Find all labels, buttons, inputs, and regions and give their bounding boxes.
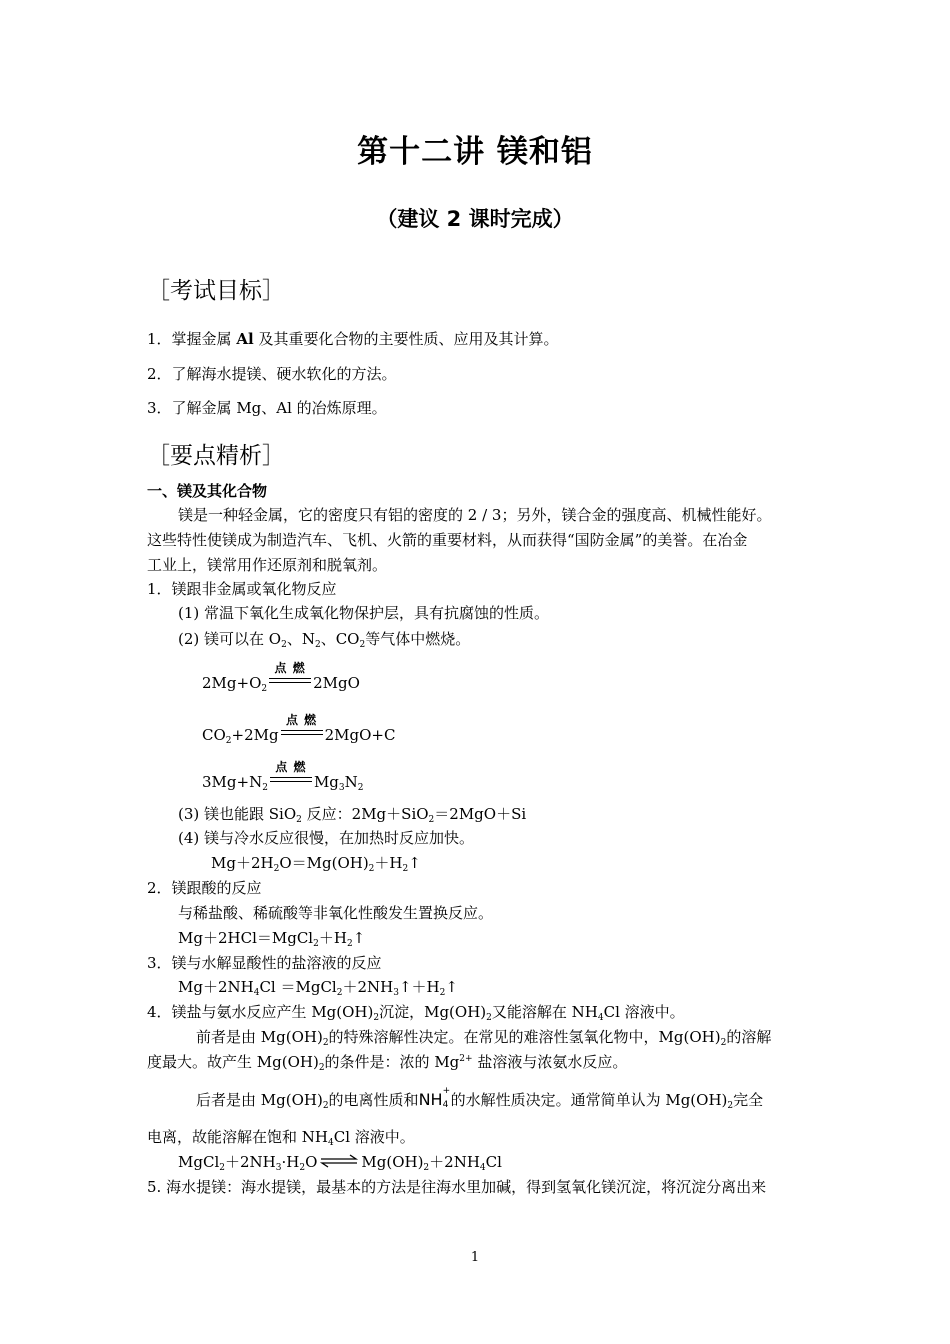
paragraph-line [196, 1027, 771, 1047]
page-subtitle: （建议 2 课时完成） [376, 207, 574, 231]
subscript: 2 [281, 640, 287, 650]
text-run: 的水解性质决定。通常简单认为 Mg(OH) [450, 1091, 728, 1109]
subscript: 2 [219, 1163, 225, 1173]
text-run: ＋H [374, 854, 403, 872]
subscript: 2 [439, 988, 446, 998]
text-run: Mg [313, 773, 339, 791]
goal-number: 3． [147, 399, 172, 417]
text-run: CO [202, 726, 226, 744]
goal-text: 及其重要化合物的主要性质、应用及其计算。 [253, 330, 559, 348]
subscript: 3 [393, 988, 399, 998]
list-item: 1．镁跟非金属或氧化物反应 [147, 580, 337, 598]
text-run: 的特殊溶解性决定。在常见的难溶性氢氧化物中，Mg(OH) [328, 1028, 721, 1046]
subscript: 2 [720, 1038, 727, 1048]
text-run: Cl [485, 1153, 502, 1171]
ignition-label: 点 燃 [274, 661, 306, 675]
list-subitem [178, 629, 470, 649]
text-run: 4．镁盐与氨水反应产生 Mg(OH) [147, 1003, 374, 1021]
ignition-condition-sign [268, 661, 312, 688]
text-run: Mg(OH) [361, 1153, 424, 1171]
subscript: 4 [479, 1163, 486, 1173]
text-run: NH [418, 1090, 443, 1109]
text-run: 的电离性质和 [328, 1091, 419, 1109]
text-run: 的溶解 [726, 1028, 772, 1046]
subscript: 2 [368, 864, 375, 874]
text-run: 沉淀，Mg(OH) [379, 1003, 487, 1021]
text-run: Cl 溶液中。 [333, 1128, 415, 1146]
subscript: 3 [338, 783, 345, 793]
text-run: 等气体中燃烧。 [365, 630, 471, 648]
list-subitem: (1) 常温下氧化生成氧化物保护层，具有抗腐蚀的性质。 [178, 604, 550, 622]
text-run: 前者是由 Mg(OH) [196, 1028, 323, 1046]
subscript: 2 [314, 640, 321, 650]
text-run: O [305, 1153, 318, 1171]
part-heading: 一、镁及其化合物 [147, 482, 268, 500]
subscript: 2 [261, 684, 268, 694]
list-item [147, 1002, 685, 1022]
page-title: 第十二讲 镁和铝 [357, 134, 593, 170]
subscript: 4 [253, 988, 260, 998]
subscript: 2 [373, 1013, 380, 1023]
superscript: + [442, 1086, 451, 1096]
section-heading-analysis: ［要点精析］ [147, 443, 285, 469]
paragraph-line [196, 1086, 764, 1111]
list-item: 2．镁跟酸的反应 [147, 879, 262, 897]
text-run: 2MgO [313, 674, 360, 692]
text-run: +2Mg [231, 726, 279, 744]
subscript: 3 [275, 1163, 282, 1173]
equation-5 [178, 928, 365, 948]
paragraph-line: 这些特性使镁成为制造汽车、飞机、火箭的重要材料，从而获得“国防金属”的美誉。在冶金 [147, 531, 748, 549]
text-run: MgCl [178, 1153, 220, 1171]
subscript: 2 [322, 1038, 329, 1048]
text-run: ＋2NH [429, 1153, 480, 1171]
subscript: 2 [346, 939, 353, 949]
text-run: 2Mg+O [202, 674, 262, 692]
equation-2 [202, 713, 396, 746]
goal-text: 掌握金属 [171, 330, 237, 348]
text-run: 的条件是：浓的 Mg [324, 1053, 460, 1071]
text-run: ↑ [445, 978, 458, 996]
subscript: 2 [318, 1063, 325, 1073]
goal-item-3 [147, 398, 387, 418]
text-run: Mg＋2NH [178, 978, 254, 996]
paragraph-line: 与稀盐酸、稀硫酸等非氧化性酸发生置换反应。 [178, 904, 494, 922]
section-heading-goals: ［考试目标］ [147, 278, 285, 304]
text-run: ＋H [318, 929, 347, 947]
page-number: 1 [470, 1250, 480, 1265]
text-run: ＋2NH [342, 978, 394, 996]
text-run: 电离，故能溶解在饱和 NH [147, 1128, 328, 1146]
subscript: 2 [428, 815, 435, 825]
list-subitem [178, 804, 526, 824]
ignition-condition-sign [280, 713, 324, 740]
text-run: 盐溶液与浓氨水反应。 [472, 1053, 628, 1071]
subscript: 2 [299, 1163, 306, 1173]
text-run: 2MgO+C [324, 726, 396, 744]
superscript: 2+ [459, 1054, 473, 1064]
subscript: 2 [486, 1013, 492, 1023]
text-run: 度最大。故产生 Mg(OH) [147, 1053, 319, 1071]
subscript: 2 [296, 815, 302, 825]
subscript: 4 [597, 1013, 604, 1023]
subscript: 4 [442, 1100, 449, 1110]
equation-3 [202, 760, 364, 793]
ignition-label: 点 燃 [286, 713, 318, 727]
text-run: (2) 镁可以在 O [178, 630, 282, 648]
text-run: 3Mg+N [202, 773, 263, 791]
subscript: 2 [423, 1163, 430, 1173]
subscript: 2 [273, 864, 280, 874]
goal-number: 2． [147, 365, 172, 383]
text-run: 反应：2Mg＋SiO [301, 805, 429, 823]
subscript: 2 [313, 939, 319, 949]
text-run: ↑ [352, 929, 366, 947]
text-run: ↑＋H [398, 978, 440, 996]
subscript: 2 [359, 640, 366, 650]
text-run: 完全 [733, 1091, 764, 1109]
reversible-arrow-icon [319, 1154, 359, 1168]
ammonium-ion [418, 1086, 451, 1110]
subscript: 2 [336, 988, 343, 998]
text-run: ＋2NH [224, 1153, 276, 1171]
equation-4 [211, 853, 421, 873]
subscript: 2 [322, 1101, 329, 1111]
subscript: 2 [357, 783, 364, 793]
paragraph-line [147, 1127, 415, 1147]
text-run: 又能溶解在 NH [491, 1003, 598, 1021]
list-item: 3．镁与水解显酸性的盐溶液的反应 [147, 954, 382, 972]
goal-number: 1． [147, 330, 172, 348]
list-subitem: (4) 镁与冷水反应很慢，在加热时反应加快。 [178, 829, 475, 847]
text-run: Cl 溶液中。 [603, 1003, 685, 1021]
ignition-label: 点 燃 [275, 760, 307, 774]
text-run: (3) 镁也能跟 SiO [178, 805, 297, 823]
text-run: 后者是由 Mg(OH) [196, 1091, 323, 1109]
paragraph-line: 工业上，镁常用作还原剂和脱氧剂。 [147, 556, 388, 574]
text-run: 、CO [320, 630, 360, 648]
goal-item-2 [147, 364, 397, 384]
goal-text: 了解金属 Mg、Al 的冶炼原理。 [171, 399, 387, 417]
subscript: 4 [327, 1138, 334, 1148]
text-run: Mg＋2H [211, 854, 274, 872]
text-run: 、N [286, 630, 315, 648]
goal-bold-text: Al [236, 330, 254, 348]
subscript: 2 [727, 1101, 734, 1111]
paragraph-line [147, 1052, 627, 1072]
text-run: Cl ＝MgCl [259, 978, 337, 996]
subscript: 2 [402, 864, 409, 874]
text-run: ↑ [408, 854, 421, 872]
paragraph-line: 镁是一种轻金属，它的密度只有铝的密度的 2 / 3；另外，镁合金的强度高、机械性能好。 [178, 506, 772, 524]
equation-7 [178, 1152, 502, 1172]
text-run: N [344, 773, 358, 791]
goal-text: 了解海水提镁、硬水软化的方法。 [171, 365, 397, 383]
text-run: Mg＋2HCl＝MgCl [178, 929, 314, 947]
subscript: 2 [225, 736, 232, 746]
text-run: ·H [281, 1153, 300, 1171]
equation-1 [202, 661, 360, 694]
list-item: 5. 海水提镁：海水提镁，最基本的方法是往海水里加碱，得到氢氧化镁沉淀，将沉淀分离出来 [147, 1178, 767, 1196]
text-run: ＝2MgO＋Si [434, 805, 527, 823]
equation-6 [178, 977, 458, 997]
goal-item-1 [147, 329, 558, 349]
text-run: O＝Mg(OH) [279, 854, 369, 872]
subscript: 2 [262, 783, 268, 793]
ignition-condition-sign [269, 760, 313, 787]
